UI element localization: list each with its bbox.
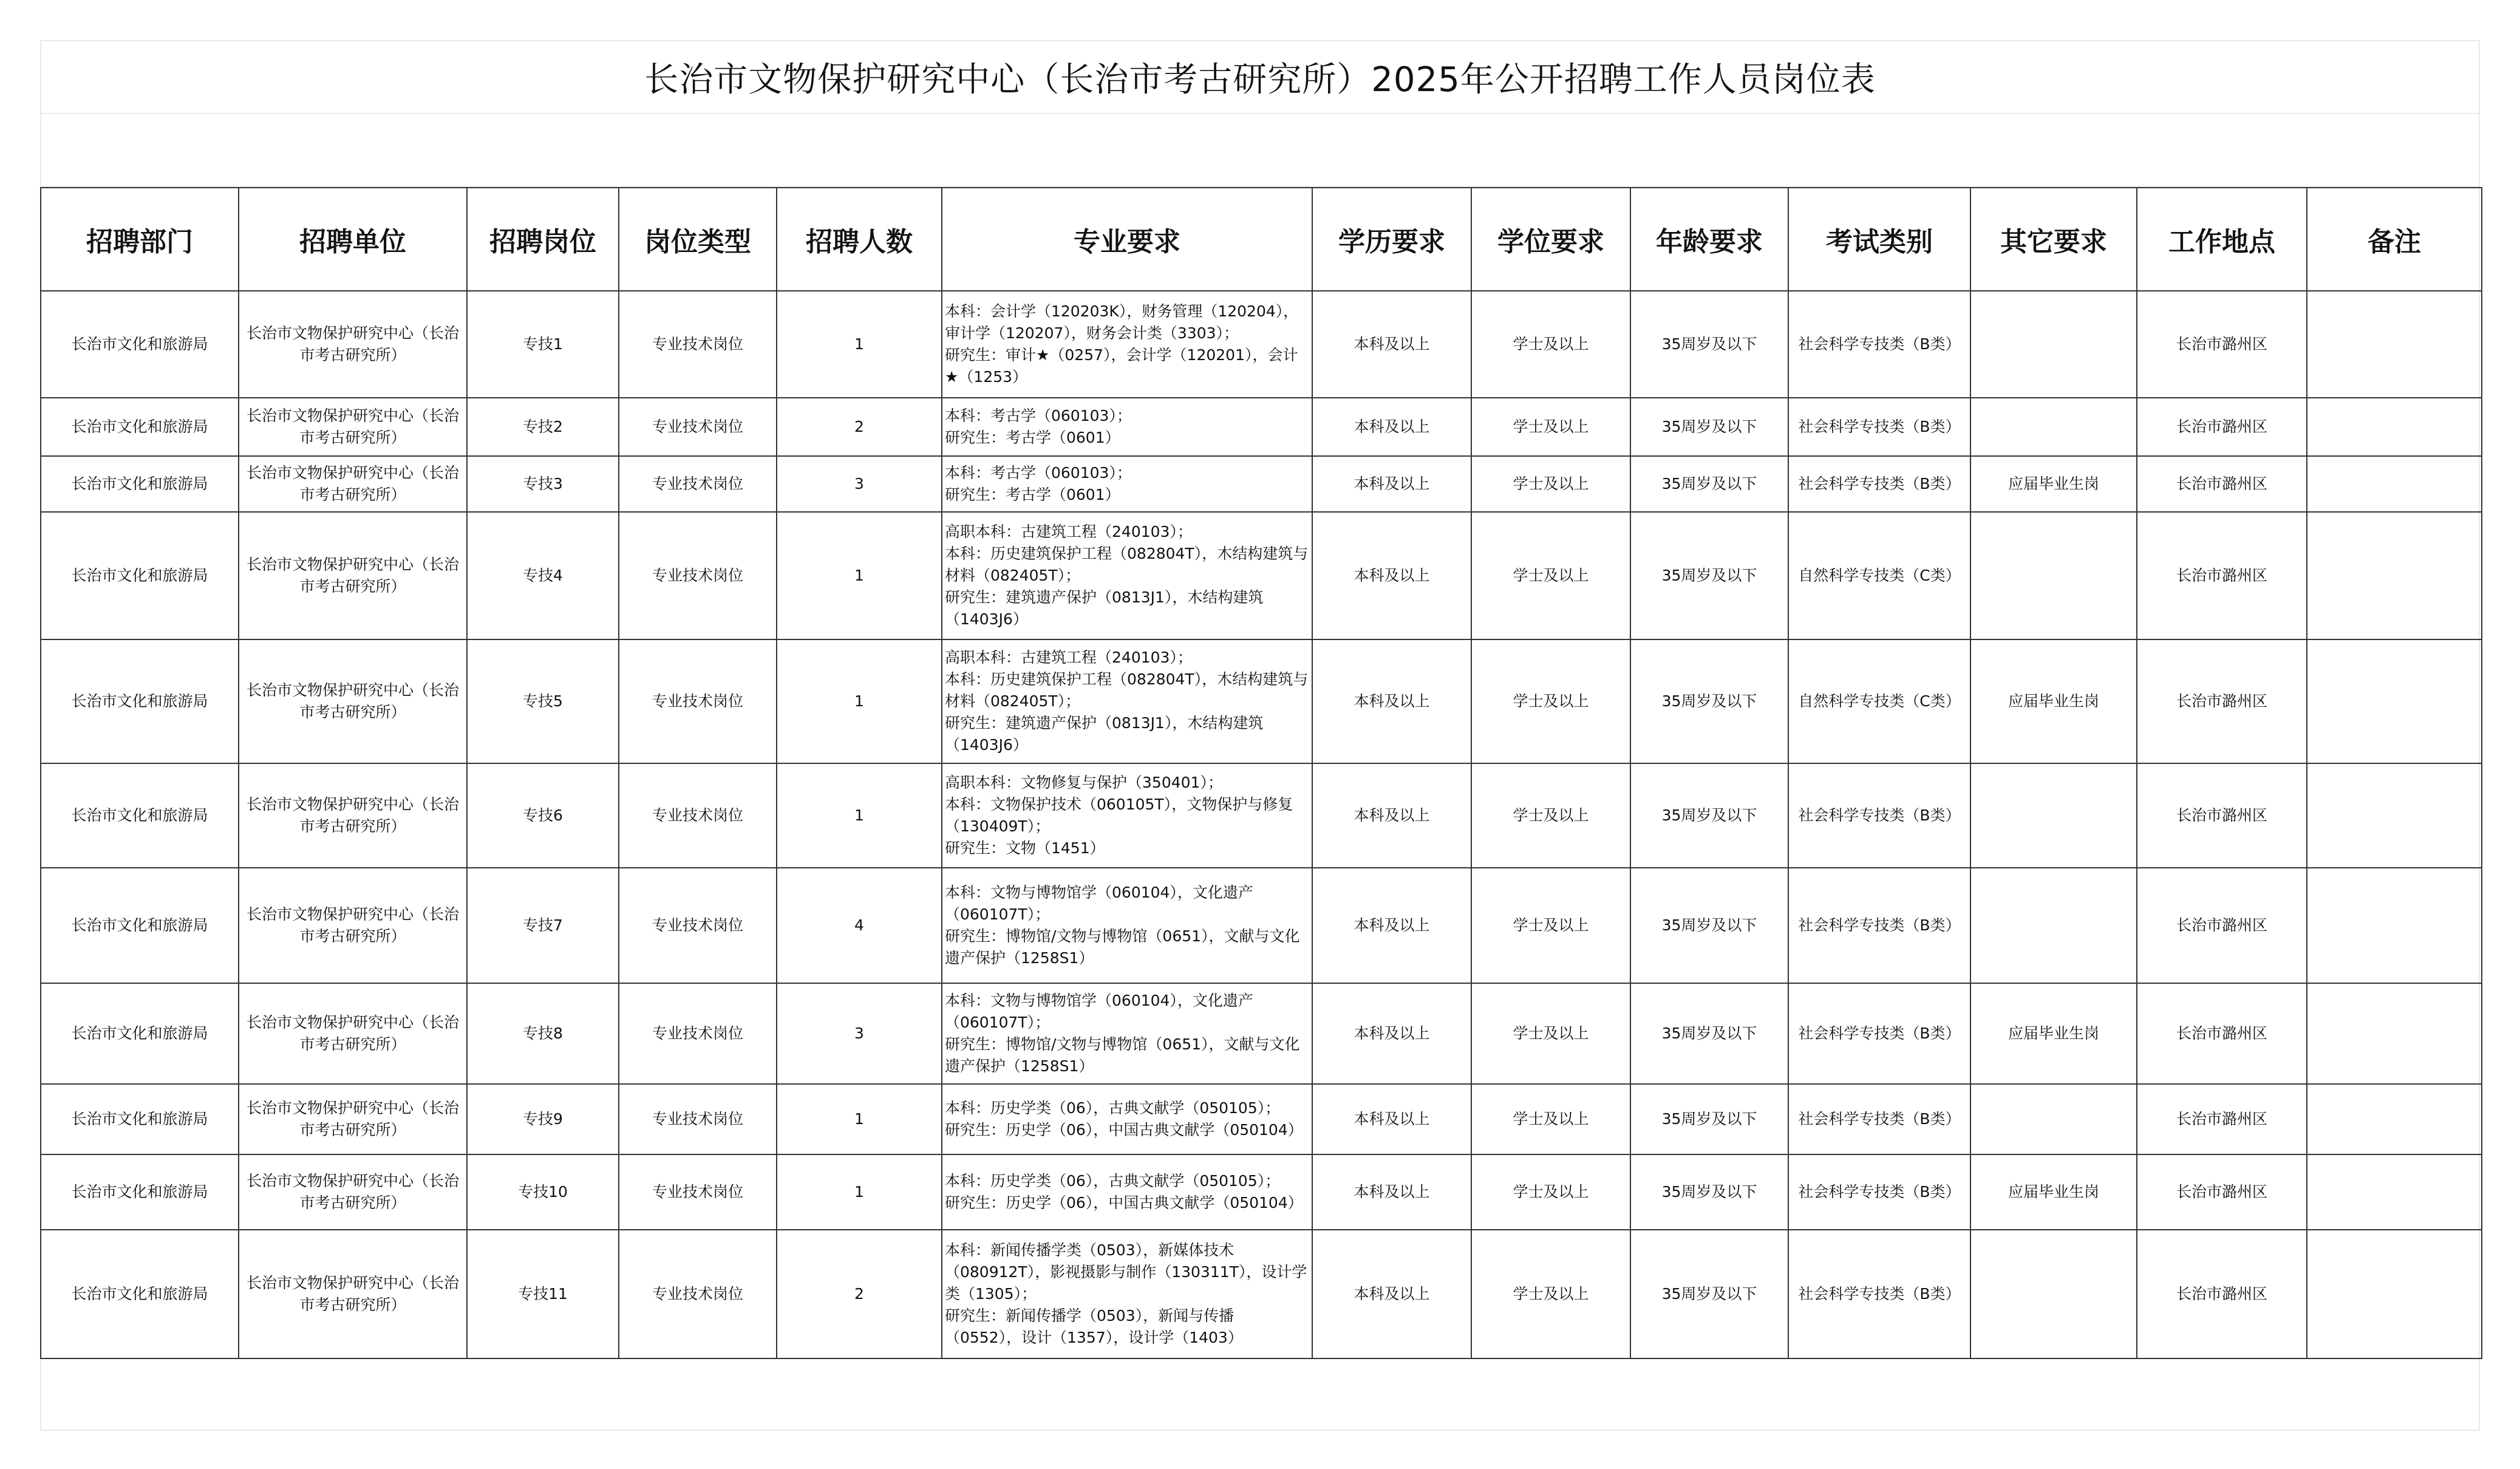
count-cell: 1 xyxy=(777,1154,942,1230)
note-cell xyxy=(2307,1230,2482,1358)
exam-cell: 社会科学专技类（B类） xyxy=(1788,1230,1970,1358)
table-row xyxy=(41,398,2482,456)
note-cell xyxy=(2307,456,2482,512)
degree-cell: 学士及以上 xyxy=(1471,456,1630,512)
table-row xyxy=(41,1230,2482,1358)
post-cell: 专技7 xyxy=(467,868,619,983)
edu-cell: 本科及以上 xyxy=(1312,398,1471,456)
note-cell xyxy=(2307,512,2482,639)
post-cell: 专技2 xyxy=(467,398,619,456)
type-cell: 专业技术岗位 xyxy=(619,1084,777,1154)
age-cell: 35周岁及以下 xyxy=(1630,868,1788,983)
exam-cell: 社会科学专技类（B类） xyxy=(1788,983,1970,1084)
post-cell: 专技3 xyxy=(467,456,619,512)
edu-cell: 本科及以上 xyxy=(1312,456,1471,512)
exam-cell: 社会科学专技类（B类） xyxy=(1788,1084,1970,1154)
dept-cell: 长治市文化和旅游局 xyxy=(41,1154,239,1230)
header-exam: 考试类别 xyxy=(1788,188,1970,291)
dept-cell: 长治市文化和旅游局 xyxy=(41,763,239,868)
note-cell xyxy=(2307,983,2482,1084)
dept-cell: 长治市文化和旅游局 xyxy=(41,639,239,763)
table-row xyxy=(41,639,2482,763)
count-cell: 1 xyxy=(777,1084,942,1154)
unit-cell: 长治市文物保护研究中心（长治市考古研究所） xyxy=(239,456,467,512)
place-cell: 长治市潞州区 xyxy=(2137,291,2307,398)
place-cell: 长治市潞州区 xyxy=(2137,1154,2307,1230)
type-cell: 专业技术岗位 xyxy=(619,983,777,1084)
page-title: 长治市文物保护研究中心（长治市考古研究所）2025年公开招聘工作人员岗位表 xyxy=(644,60,1876,100)
unit-cell: 长治市文物保护研究中心（长治市考古研究所） xyxy=(239,1230,467,1358)
edu-cell: 本科及以上 xyxy=(1312,291,1471,398)
other-cell xyxy=(1970,1084,2137,1154)
dept-cell: 长治市文化和旅游局 xyxy=(41,512,239,639)
major-cell: 本科：文物与博物馆学（060104），文化遗产（060107T）； 研究生：博物馆/文物与博物馆（0651），文献与文化遗产保护（1258S1） xyxy=(942,983,1312,1084)
dept-cell: 长治市文化和旅游局 xyxy=(41,1230,239,1358)
blank-row xyxy=(41,114,2479,187)
post-cell: 专技10 xyxy=(467,1154,619,1230)
unit-cell: 长治市文物保护研究中心（长治市考古研究所） xyxy=(239,763,467,868)
dept-cell: 长治市文化和旅游局 xyxy=(41,1084,239,1154)
edu-cell: 本科及以上 xyxy=(1312,512,1471,639)
header-other: 其它要求 xyxy=(1970,188,2137,291)
count-cell: 2 xyxy=(777,1230,942,1358)
type-cell: 专业技术岗位 xyxy=(619,868,777,983)
count-cell: 1 xyxy=(777,291,942,398)
exam-cell: 自然科学专技类（C类） xyxy=(1788,639,1970,763)
edu-cell: 本科及以上 xyxy=(1312,639,1471,763)
degree-cell: 学士及以上 xyxy=(1471,639,1630,763)
place-cell: 长治市潞州区 xyxy=(2137,1084,2307,1154)
type-cell: 专业技术岗位 xyxy=(619,1154,777,1230)
post-cell: 专技5 xyxy=(467,639,619,763)
post-cell: 专技9 xyxy=(467,1084,619,1154)
other-cell xyxy=(1970,291,2137,398)
table-row xyxy=(41,1084,2482,1154)
table-row xyxy=(41,763,2482,868)
major-cell: 本科：新闻传播学类（0503），新媒体技术（080912T），影视摄影与制作（130311T），设计学类（1305）； 研究生：新闻传播学（0503），新闻与传播（0552），设计（1357），设计学（1403） xyxy=(942,1230,1312,1358)
unit-cell: 长治市文物保护研究中心（长治市考古研究所） xyxy=(239,291,467,398)
header-unit: 招聘单位 xyxy=(239,188,467,291)
type-cell: 专业技术岗位 xyxy=(619,639,777,763)
age-cell: 35周岁及以下 xyxy=(1630,983,1788,1084)
note-cell xyxy=(2307,868,2482,983)
place-cell: 长治市潞州区 xyxy=(2137,639,2307,763)
count-cell: 4 xyxy=(777,868,942,983)
age-cell: 35周岁及以下 xyxy=(1630,763,1788,868)
title-row xyxy=(41,41,2479,114)
exam-cell: 自然科学专技类（C类） xyxy=(1788,512,1970,639)
other-cell: 应届毕业生岗 xyxy=(1970,639,2137,763)
unit-cell: 长治市文物保护研究中心（长治市考古研究所） xyxy=(239,398,467,456)
header-major: 专业要求 xyxy=(942,188,1312,291)
note-cell xyxy=(2307,1084,2482,1154)
exam-cell: 社会科学专技类（B类） xyxy=(1788,868,1970,983)
major-cell: 本科：考古学（060103）； 研究生：考古学（0601） xyxy=(942,456,1312,512)
post-cell: 专技1 xyxy=(467,291,619,398)
count-cell: 2 xyxy=(777,398,942,456)
post-cell: 专技4 xyxy=(467,512,619,639)
header-dept: 招聘部门 xyxy=(41,188,239,291)
note-cell xyxy=(2307,291,2482,398)
type-cell: 专业技术岗位 xyxy=(619,456,777,512)
type-cell: 专业技术岗位 xyxy=(619,512,777,639)
other-cell xyxy=(1970,868,2137,983)
positions-table xyxy=(40,187,2482,1359)
note-cell xyxy=(2307,639,2482,763)
table-row xyxy=(41,512,2482,639)
degree-cell: 学士及以上 xyxy=(1471,291,1630,398)
note-cell xyxy=(2307,1154,2482,1230)
unit-cell: 长治市文物保护研究中心（长治市考古研究所） xyxy=(239,639,467,763)
age-cell: 35周岁及以下 xyxy=(1630,1154,1788,1230)
table-row xyxy=(41,868,2482,983)
place-cell: 长治市潞州区 xyxy=(2137,1230,2307,1358)
edu-cell: 本科及以上 xyxy=(1312,1084,1471,1154)
table-row xyxy=(41,1154,2482,1230)
dept-cell: 长治市文化和旅游局 xyxy=(41,398,239,456)
header-count: 招聘人数 xyxy=(777,188,942,291)
major-cell: 本科：会计学（120203K），财务管理（120204），审计学（120207），财务会计类（3303）； 研究生：审计★（0257），会计学（120201），会计★（1253） xyxy=(942,291,1312,398)
place-cell: 长治市潞州区 xyxy=(2137,456,2307,512)
edu-cell: 本科及以上 xyxy=(1312,1230,1471,1358)
major-cell: 本科：文物与博物馆学（060104），文化遗产（060107T）； 研究生：博物馆/文物与博物馆（0651），文献与文化遗产保护（1258S1） xyxy=(942,868,1312,983)
count-cell: 1 xyxy=(777,512,942,639)
count-cell: 1 xyxy=(777,639,942,763)
edu-cell: 本科及以上 xyxy=(1312,763,1471,868)
edu-cell: 本科及以上 xyxy=(1312,868,1471,983)
post-cell: 专技8 xyxy=(467,983,619,1084)
header-degree: 学位要求 xyxy=(1471,188,1630,291)
header-row xyxy=(41,188,2482,291)
type-cell: 专业技术岗位 xyxy=(619,291,777,398)
type-cell: 专业技术岗位 xyxy=(619,398,777,456)
table-row xyxy=(41,456,2482,512)
age-cell: 35周岁及以下 xyxy=(1630,398,1788,456)
dept-cell: 长治市文化和旅游局 xyxy=(41,983,239,1084)
note-cell xyxy=(2307,763,2482,868)
dept-cell: 长治市文化和旅游局 xyxy=(41,868,239,983)
major-cell: 本科：历史学类（06），古典文献学（050105）； 研究生：历史学（06），中国古典文献学（050104） xyxy=(942,1084,1312,1154)
unit-cell: 长治市文物保护研究中心（长治市考古研究所） xyxy=(239,1154,467,1230)
age-cell: 35周岁及以下 xyxy=(1630,456,1788,512)
degree-cell: 学士及以上 xyxy=(1471,1084,1630,1154)
other-cell xyxy=(1970,763,2137,868)
dept-cell: 长治市文化和旅游局 xyxy=(41,456,239,512)
exam-cell: 社会科学专技类（B类） xyxy=(1788,763,1970,868)
other-cell: 应届毕业生岗 xyxy=(1970,1154,2137,1230)
count-cell: 3 xyxy=(777,983,942,1084)
type-cell: 专业技术岗位 xyxy=(619,1230,777,1358)
header-age: 年龄要求 xyxy=(1630,188,1788,291)
place-cell: 长治市潞州区 xyxy=(2137,512,2307,639)
degree-cell: 学士及以上 xyxy=(1471,398,1630,456)
major-cell: 高职本科：文物修复与保护（350401）； 本科：文物保护技术（060105T），文物保护与修复（130409T）； 研究生：文物（1451） xyxy=(942,763,1312,868)
place-cell: 长治市潞州区 xyxy=(2137,763,2307,868)
place-cell: 长治市潞州区 xyxy=(2137,868,2307,983)
header-post: 招聘岗位 xyxy=(467,188,619,291)
header-type: 岗位类型 xyxy=(619,188,777,291)
age-cell: 35周岁及以下 xyxy=(1630,512,1788,639)
degree-cell: 学士及以上 xyxy=(1471,763,1630,868)
exam-cell: 社会科学专技类（B类） xyxy=(1788,1154,1970,1230)
note-cell xyxy=(2307,398,2482,456)
post-cell: 专技11 xyxy=(467,1230,619,1358)
age-cell: 35周岁及以下 xyxy=(1630,1230,1788,1358)
unit-cell: 长治市文物保护研究中心（长治市考古研究所） xyxy=(239,983,467,1084)
header-note: 备注 xyxy=(2307,188,2482,291)
count-cell: 1 xyxy=(777,763,942,868)
major-cell: 本科：考古学（060103）； 研究生：考古学（0601） xyxy=(942,398,1312,456)
table-body xyxy=(41,291,2482,1358)
header-edu: 学历要求 xyxy=(1312,188,1471,291)
table-row xyxy=(41,291,2482,398)
header-place: 工作地点 xyxy=(2137,188,2307,291)
place-cell: 长治市潞州区 xyxy=(2137,398,2307,456)
spreadsheet-sheet xyxy=(40,40,2480,1431)
footer-blank-row xyxy=(41,1345,2479,1430)
other-cell xyxy=(1970,512,2137,639)
major-cell: 高职本科：古建筑工程（240103）； 本科：历史建筑保护工程（082804T），木结构建筑与材料（082405T）； 研究生：建筑遗产保护（0813J1），木结构建筑（1403J6） xyxy=(942,639,1312,763)
age-cell: 35周岁及以下 xyxy=(1630,1084,1788,1154)
unit-cell: 长治市文物保护研究中心（长治市考古研究所） xyxy=(239,1084,467,1154)
post-cell: 专技6 xyxy=(467,763,619,868)
unit-cell: 长治市文物保护研究中心（长治市考古研究所） xyxy=(239,512,467,639)
type-cell: 专业技术岗位 xyxy=(619,763,777,868)
degree-cell: 学士及以上 xyxy=(1471,983,1630,1084)
major-cell: 高职本科：古建筑工程（240103）； 本科：历史建筑保护工程（082804T），木结构建筑与材料（082405T）； 研究生：建筑遗产保护（0813J1），木结构建筑（1403J6） xyxy=(942,512,1312,639)
exam-cell: 社会科学专技类（B类） xyxy=(1788,291,1970,398)
other-cell xyxy=(1970,398,2137,456)
degree-cell: 学士及以上 xyxy=(1471,512,1630,639)
degree-cell: 学士及以上 xyxy=(1471,1230,1630,1358)
major-cell: 本科：历史学类（06），古典文献学（050105）； 研究生：历史学（06），中国古典文献学（050104） xyxy=(942,1154,1312,1230)
edu-cell: 本科及以上 xyxy=(1312,1154,1471,1230)
other-cell xyxy=(1970,1230,2137,1358)
other-cell: 应届毕业生岗 xyxy=(1970,456,2137,512)
edu-cell: 本科及以上 xyxy=(1312,983,1471,1084)
count-cell: 3 xyxy=(777,456,942,512)
dept-cell: 长治市文化和旅游局 xyxy=(41,291,239,398)
degree-cell: 学士及以上 xyxy=(1471,868,1630,983)
exam-cell: 社会科学专技类（B类） xyxy=(1788,456,1970,512)
degree-cell: 学士及以上 xyxy=(1471,1154,1630,1230)
other-cell: 应届毕业生岗 xyxy=(1970,983,2137,1084)
table-row xyxy=(41,983,2482,1084)
age-cell: 35周岁及以下 xyxy=(1630,639,1788,763)
exam-cell: 社会科学专技类（B类） xyxy=(1788,398,1970,456)
age-cell: 35周岁及以下 xyxy=(1630,291,1788,398)
place-cell: 长治市潞州区 xyxy=(2137,983,2307,1084)
unit-cell: 长治市文物保护研究中心（长治市考古研究所） xyxy=(239,868,467,983)
